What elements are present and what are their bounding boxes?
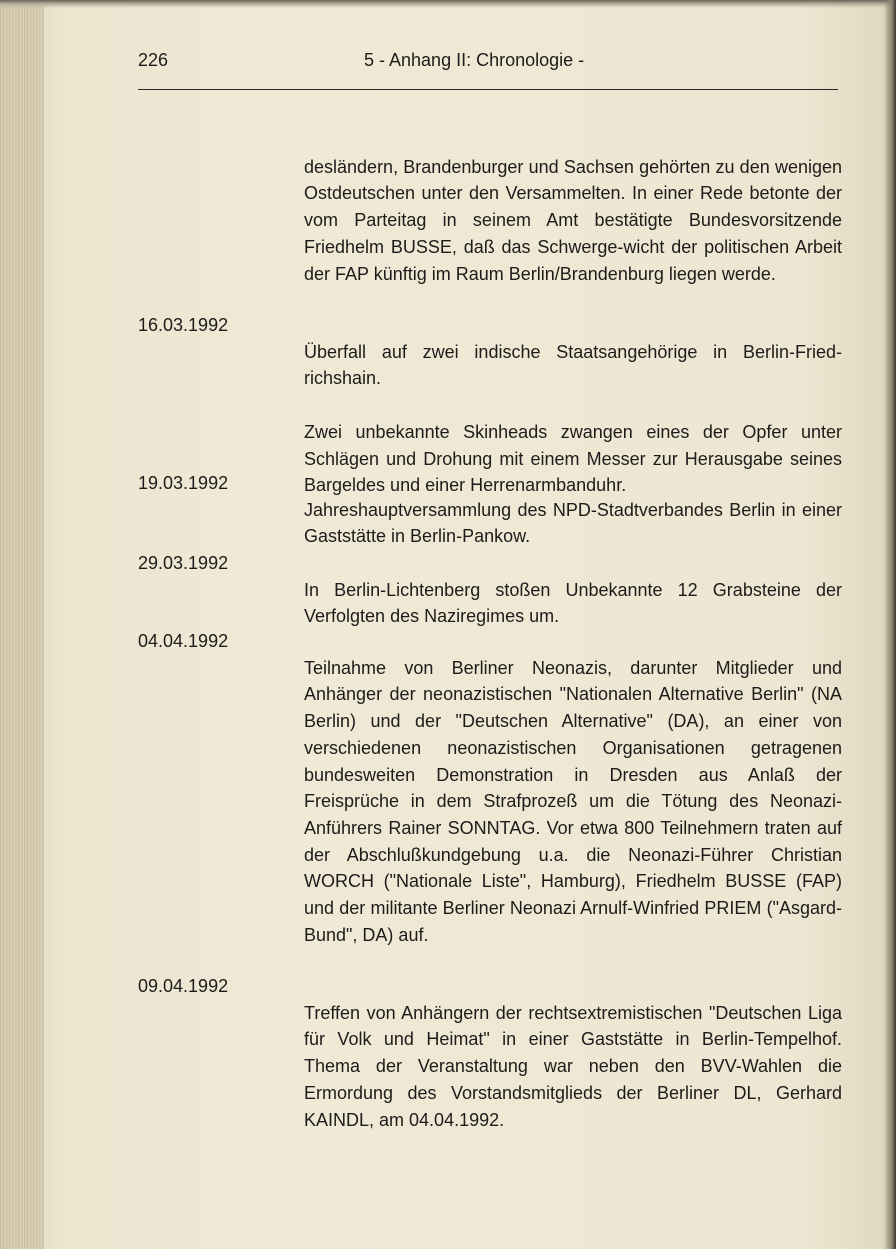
entry-text — [304, 628, 842, 975]
entry-date: 16.03.1992 — [138, 315, 229, 335]
entry-paragraph: Überfall auf zwei indische Staatsangehörige in Berlin-Fried-richshain. — [304, 341, 842, 389]
page-top-edge — [0, 0, 896, 8]
page-right-edge — [884, 0, 896, 1249]
header-rule — [138, 89, 838, 90]
page-number: 226 — [138, 50, 169, 70]
entry-date: 29.03.1992 — [138, 553, 229, 573]
entry-date: 09.04.1992 — [138, 976, 229, 996]
entry-text — [304, 973, 842, 1160]
entry-text — [304, 127, 842, 314]
entry-paragraph: In Berlin-Lichtenberg stoßen Unbekannte 12 Grabsteine der Verfolgten des Naziregimes um. — [304, 579, 842, 627]
entry-paragraph: Zwei unbekannte Skinheads zwangen eines der Opfer unter Schlägen und Drohung mit einem Messer zur Herausgabe seines Bargeldes und einer Herrenarmbanduhr. — [304, 421, 842, 496]
entry-date: 19.03.1992 — [138, 473, 229, 493]
entry-date: 04.04.1992 — [138, 631, 229, 651]
running-title: 5 - Anhang II: Chronologie - — [364, 50, 585, 70]
entry-paragraph: Jahreshauptversammlung des NPD-Stadtverbandes Berlin in einer Gaststätte in Berlin-Pankow. — [304, 499, 842, 547]
page-header — [138, 50, 838, 80]
book-spine-shadow — [0, 0, 44, 1249]
entry-paragraph: Treffen von Anhängern der rechtsextremistischen "Deutschen Liga für Volk und Heimat" in einer Gaststätte in Berlin-Tempelhof. Thema der Veranstaltung war neben den BVV-Wahlen die Ermordung des Vorstandsmitglieds der Berliner DL, Gerhard KAINDL, am 04.04.1992. — [304, 1002, 842, 1130]
entry-paragraph: Teilnahme von Berliner Neonazis, darunter Mitglieder und Anhänger der neonazistischen "Nationalen Alternative Berlin" (NA Berlin) und der "Deutschen Alternative" (DA), an einer von verschiedenen neonazistischen Organisationen getragenen bundesweiten Demonstration in Dresden aus Anlaß der Freisprüche in dem Strafprozeß um die Tötung des Neonazi-Anführers Rainer SONNTAG. Vor etwa 800 Teilnehmern traten auf der Abschlußkundgebung u.a. die Neonazi-Führer Christian WORCH ("Nationale Liste", Hamburg), Friedhelm BUSSE (FAP) und der militante Berliner Neonazi Arnulf-Winfried PRIEM ("Asgard-Bund", DA) auf. — [304, 657, 842, 945]
entry-paragraph: desländern, Brandenburger und Sachsen gehörten zu den wenigen Ostdeutschen unter den Versammelten. In einer Rede betonte der vom Parteitag in seinem Amt bestätigte Bundesvorsitzende Friedhelm BUSSE, daß das Schwerge-wicht der politischen Arbeit der FAP künftig im Raum Berlin/Brandenburg liegen werde. — [304, 156, 842, 284]
